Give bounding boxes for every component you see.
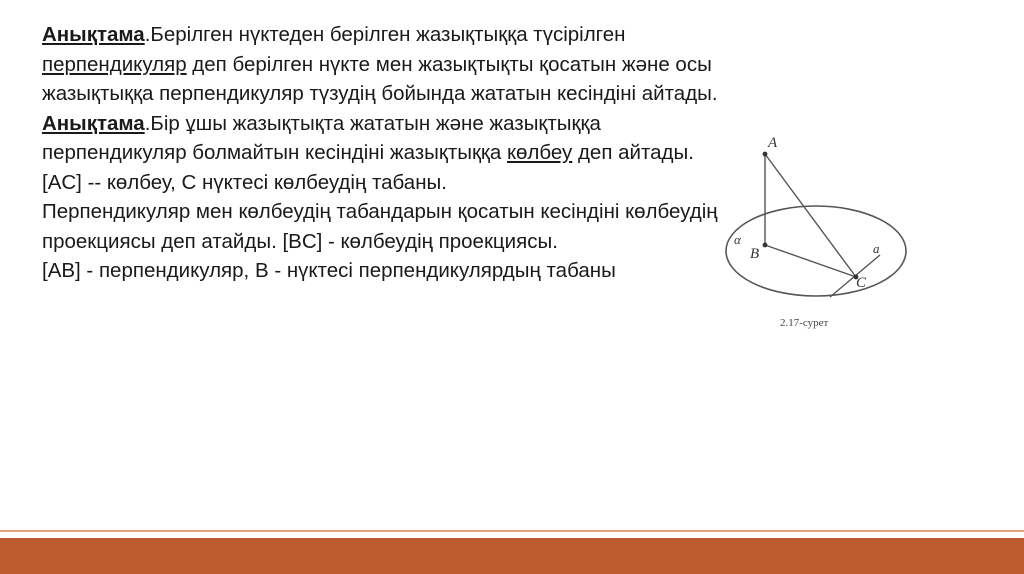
label-line-a: a xyxy=(873,241,880,256)
label-point-a: A xyxy=(768,135,778,151)
label-point-b: B xyxy=(750,246,760,262)
figure-caption: 2.17-сурет xyxy=(780,317,829,329)
statement-ac: [AC] -- көлбеу, C нүктесі көлбеудің табаны. xyxy=(42,170,447,194)
statement-ab: [AB] - перпендикуляр, B - нүктесі перпендикулярдың табаны xyxy=(42,259,616,282)
segment-ac xyxy=(765,154,856,277)
keyword-perpendicular: перпендикуляр xyxy=(42,52,187,76)
definition-term: Анықтама xyxy=(42,111,145,135)
figure-drawing xyxy=(718,128,918,318)
point-b xyxy=(763,243,768,248)
definition-perpendicular xyxy=(42,20,722,109)
slide-body-text xyxy=(42,20,722,286)
definition-separator: . xyxy=(144,23,151,46)
label-plane-alpha: α xyxy=(734,232,741,247)
geometry-figure xyxy=(718,128,918,338)
definition-separator: . xyxy=(144,111,151,135)
definition-oblique xyxy=(42,109,722,168)
definition-text-start: Бір ұшы жазықтықта жататын және жазықтыққа перпендикуляр болмайтын кесіндіні жазықтыққа xyxy=(42,111,601,164)
statement-projection: Перпендикуляр мен көлбеудің табандарын қосатын кесіндіні көлбеудің проекциясы деп атайды. [BC] - көлбеудің проекциясы. xyxy=(42,200,718,253)
point-a xyxy=(763,152,768,157)
definition-term: Анықтама xyxy=(42,23,145,46)
definition-text-end: деп берілген нүкте мен жазықтықты қосатын және осы жазықтыққа перпендикуляр түзудің бойында жататын кесіндіні айтады. xyxy=(42,52,718,105)
segment-bc xyxy=(765,245,856,277)
footer-divider xyxy=(0,530,1024,532)
label-point-c: C xyxy=(856,275,867,291)
footer-bar xyxy=(0,538,1024,574)
keyword-oblique: көлбеу xyxy=(507,141,573,164)
definition-text-end: деп айтады. xyxy=(572,141,694,164)
definition-text-start: Берілген нүктеден берілген жазықтыққа түсірілген xyxy=(150,23,626,46)
